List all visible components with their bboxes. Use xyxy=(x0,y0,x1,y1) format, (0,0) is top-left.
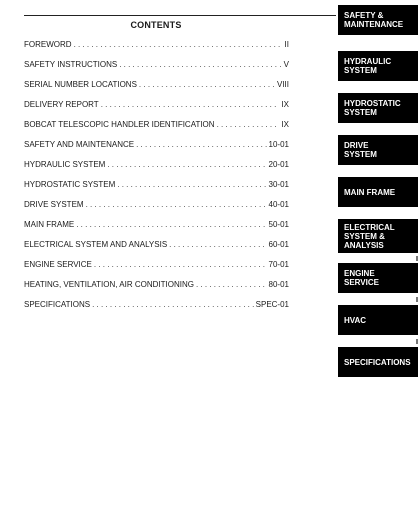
dot-leader xyxy=(86,200,267,209)
toc-entry-title: ENGINE SERVICE xyxy=(24,260,92,269)
toc-entry-title: DELIVERY REPORT xyxy=(24,100,99,109)
toc-entry-serial-number-locations[interactable] xyxy=(24,80,289,100)
tab-label: HVAC xyxy=(344,315,367,325)
dot-leader xyxy=(94,260,267,269)
dot-leader xyxy=(107,160,266,169)
dot-leader xyxy=(136,140,266,149)
tab-label: ENGINE SERVICE xyxy=(344,269,379,287)
toc-entry-specifications[interactable] xyxy=(24,300,289,320)
tab-label: SAFETY & MAINTENANCE xyxy=(344,11,404,29)
tab-label: SPECIFICATIONS xyxy=(344,357,411,367)
dot-leader xyxy=(217,120,280,129)
dot-leader xyxy=(92,300,254,309)
toc-entry-page: IX xyxy=(281,100,289,109)
toc-entry-title: HYDRAULIC SYSTEM xyxy=(24,160,106,169)
toc-entry-drive-system[interactable] xyxy=(24,200,289,220)
tab-label: HYDROSTATIC SYSTEM xyxy=(344,99,401,117)
toc-entry-page: 20-01 xyxy=(268,160,289,169)
toc-entry-page: 30-01 xyxy=(268,180,289,189)
toc-entry-title: HYDROSTATIC SYSTEM xyxy=(24,180,116,189)
toc-entry-handler-identification[interactable] xyxy=(24,120,289,140)
tab-label: HYDRAULIC SYSTEM xyxy=(344,57,392,75)
toc-entry-electrical-system[interactable] xyxy=(24,240,289,260)
tab-drive-system[interactable] xyxy=(338,135,418,165)
toc-entry-page: 80-01 xyxy=(268,280,289,289)
tab-hydraulic-system[interactable] xyxy=(338,51,418,81)
toc-entry-title: ELECTRICAL SYSTEM AND ANALYSIS xyxy=(24,240,168,249)
toc-entry-title: HEATING, VENTILATION, AIR CONDITIONING xyxy=(24,280,194,289)
toc-entry-page: 70-01 xyxy=(268,260,289,269)
dot-leader xyxy=(169,240,266,249)
toc-entry-title: SPECIFICATIONS xyxy=(24,300,91,309)
toc-entry-hydraulic-system[interactable] xyxy=(24,160,289,180)
table-of-contents xyxy=(24,40,289,320)
toc-entry-title: SAFETY AND MAINTENANCE xyxy=(24,140,135,149)
tab-specifications[interactable] xyxy=(338,347,418,377)
tab-hydrostatic-system[interactable] xyxy=(338,93,418,123)
dot-leader xyxy=(74,40,283,49)
toc-entry-main-frame[interactable] xyxy=(24,220,289,240)
tab-label: DRIVE SYSTEM xyxy=(344,141,377,159)
dot-leader xyxy=(196,280,267,289)
toc-entry-delivery-report[interactable] xyxy=(24,100,289,120)
dot-leader xyxy=(76,220,266,229)
toc-entry-page: II xyxy=(284,40,289,49)
toc-entry-foreword[interactable] xyxy=(24,40,289,60)
toc-entry-page: V xyxy=(283,60,289,69)
toc-entry-hvac[interactable] xyxy=(24,280,289,300)
tab-hvac[interactable] xyxy=(338,305,418,335)
dot-leader xyxy=(119,60,281,69)
dot-leader xyxy=(139,80,275,89)
toc-entry-engine-service[interactable] xyxy=(24,260,289,280)
tab-engine-service[interactable] xyxy=(338,263,418,293)
toc-entry-title: SAFETY INSTRUCTIONS xyxy=(24,60,118,69)
toc-entry-page: VIII xyxy=(276,80,289,89)
toc-entry-safety-instructions[interactable] xyxy=(24,60,289,80)
page-title: CONTENTS xyxy=(130,20,182,30)
toc-entry-page: 40-01 xyxy=(268,200,289,209)
toc-entry-safety-and-maintenance[interactable] xyxy=(24,140,289,160)
toc-entry-title: MAIN FRAME xyxy=(24,220,75,229)
tab-main-frame[interactable] xyxy=(338,177,418,207)
toc-entry-page: IX xyxy=(281,120,289,129)
toc-entry-title: BOBCAT TELESCOPIC HANDLER IDENTIFICATION xyxy=(24,120,215,129)
tab-safety-maintenance[interactable] xyxy=(338,5,418,35)
toc-entry-hydrostatic-system[interactable] xyxy=(24,180,289,200)
dot-leader xyxy=(117,180,266,189)
toc-entry-title: SERIAL NUMBER LOCATIONS xyxy=(24,80,137,89)
toc-entry-title: FOREWORD xyxy=(24,40,72,49)
toc-entry-page: 60-01 xyxy=(268,240,289,249)
toc-entry-page: 50-01 xyxy=(268,220,289,229)
tab-label: ELECTRICAL SYSTEM & ANALYSIS xyxy=(344,222,395,250)
tab-electrical-system[interactable] xyxy=(338,219,418,253)
header-rule xyxy=(24,15,336,16)
toc-entry-page: 10-01 xyxy=(268,140,289,149)
tab-label: MAIN FRAME xyxy=(344,187,396,197)
dot-leader xyxy=(101,100,280,109)
toc-entry-title: DRIVE SYSTEM xyxy=(24,200,84,209)
toc-entry-page: SPEC-01 xyxy=(255,300,289,309)
